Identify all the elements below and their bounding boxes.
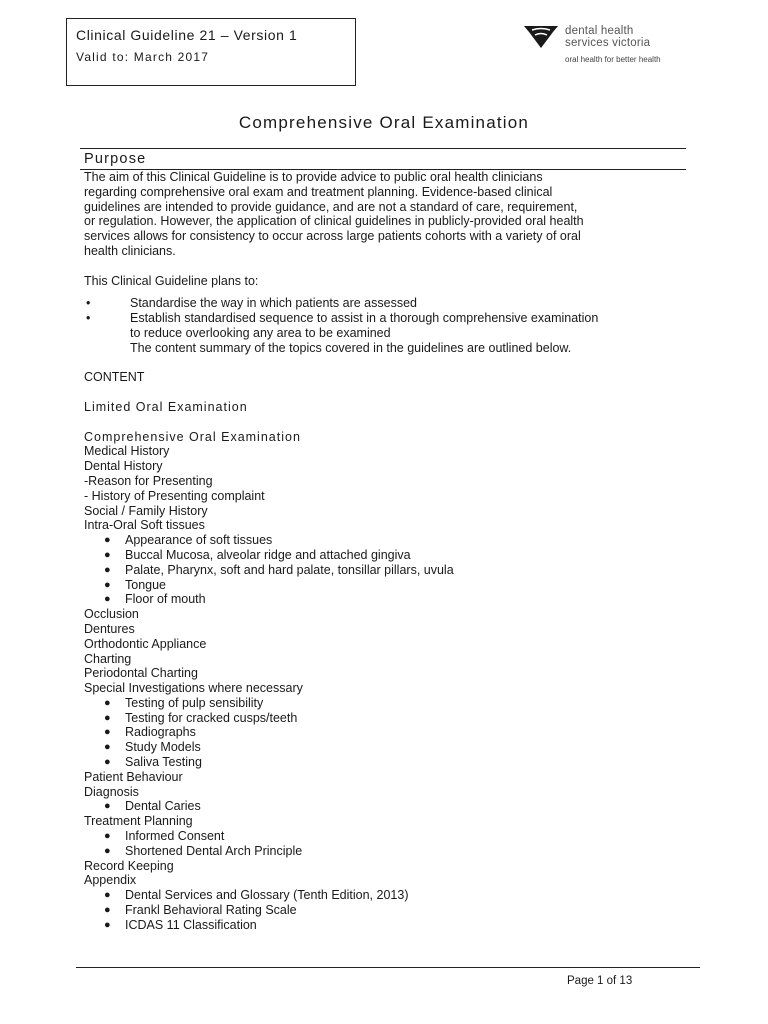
bullet-icon: ● xyxy=(104,918,111,931)
bullet-icon: ● xyxy=(104,593,111,606)
content-item: Medical History xyxy=(84,444,170,459)
logo-text-line2: services victoria xyxy=(565,37,651,49)
bullet-icon: ● xyxy=(104,904,111,917)
content-subitem xyxy=(84,844,694,859)
content-subitem xyxy=(84,740,694,755)
content-subitem xyxy=(84,578,694,593)
content-item: Special Investigations where necessary xyxy=(84,681,303,696)
content-subitem xyxy=(84,592,694,607)
bullet-icon: ● xyxy=(104,578,111,591)
content-subitem xyxy=(84,563,694,578)
content-item: - History of Presenting complaint xyxy=(84,488,265,503)
plans-intro: This Clinical Guideline plans to: xyxy=(84,273,259,288)
bullet-icon: • xyxy=(86,311,91,326)
content-subitem-text: Study Models xyxy=(125,740,201,755)
logo-emblem-icon xyxy=(523,24,559,50)
content-subitem xyxy=(84,799,694,814)
content-subitem-text: Tongue xyxy=(125,577,167,592)
bullet-icon: ● xyxy=(104,889,111,902)
content-subitem xyxy=(84,533,694,548)
purpose-paragraph xyxy=(84,170,694,259)
paragraph-line: guidelines are intended to provide guidance, and are not a standard of care, requirement, xyxy=(84,199,578,214)
guideline-version: Clinical Guideline 21 – Version 1 xyxy=(76,27,298,43)
content-item: Treatment Planning xyxy=(84,814,193,829)
content-subitem xyxy=(84,918,694,933)
guideline-header-box xyxy=(66,18,356,86)
plan-item xyxy=(84,311,694,326)
purpose-heading: Purpose xyxy=(84,151,147,167)
content-subitem xyxy=(84,725,694,740)
comprehensive-exam-heading: Comprehensive Oral Examination xyxy=(84,429,301,444)
content-subitem-text: Testing for cracked cusps/teeth xyxy=(125,710,298,725)
document-body xyxy=(84,170,694,933)
content-item: Social / Family History xyxy=(84,503,208,518)
content-subitem xyxy=(84,829,694,844)
dental-health-services-logo xyxy=(523,24,683,68)
plan-item-text: Establish standardised sequence to assist in a thorough comprehensive examination xyxy=(130,311,599,326)
paragraph-line: services allows for consistency to occur across large patients cohorts with a variety of oral xyxy=(84,229,581,244)
bullet-icon: ● xyxy=(104,548,111,561)
paragraph-line: health clinicians. xyxy=(84,243,176,258)
content-subitem-text: Radiographs xyxy=(125,725,196,740)
page-number: Page 1 of 13 xyxy=(567,975,633,987)
paragraph-line: The aim of this Clinical Guideline is to provide advice to public oral health clinicians xyxy=(84,170,543,184)
content-subitem xyxy=(84,711,694,726)
logo-text-line1: dental health xyxy=(565,25,634,37)
limited-exam-heading: Limited Oral Examination xyxy=(84,399,248,414)
logo-tagline: oral health for better health xyxy=(565,55,661,64)
bullet-icon: ● xyxy=(104,696,111,709)
paragraph-line: or regulation. However, the application of clinical guidelines in publicly-provided oral health xyxy=(84,214,584,229)
content-item: Record Keeping xyxy=(84,858,174,873)
content-subitem xyxy=(84,696,694,711)
plan-continuation: The content summary of the topics covered in the guidelines are outlined below. xyxy=(130,340,572,355)
bullet-icon: ● xyxy=(104,534,111,547)
content-item: Dental History xyxy=(84,459,163,474)
content-subitem xyxy=(84,888,694,903)
divider-footer xyxy=(76,967,700,968)
content-subitem xyxy=(84,755,694,770)
content-item: Intra-Oral Soft tissues xyxy=(84,518,205,533)
content-item: Periodontal Charting xyxy=(84,666,198,681)
content-subitem xyxy=(84,903,694,918)
divider-top xyxy=(80,148,686,149)
bullet-icon: ● xyxy=(104,741,111,754)
plan-item-text: Standardise the way in which patients are assessed xyxy=(130,296,417,311)
content-subitem-text: Saliva Testing xyxy=(125,755,202,770)
bullet-icon: ● xyxy=(104,563,111,576)
content-subitem-text: Testing of pulp sensibility xyxy=(125,695,264,710)
content-subitem-text: Buccal Mucosa, alveolar ridge and attached gingiva xyxy=(125,547,411,562)
content-list xyxy=(84,444,694,932)
content-item: -Reason for Presenting xyxy=(84,473,213,488)
content-item: Occlusion xyxy=(84,607,139,622)
content-item: Appendix xyxy=(84,873,137,888)
paragraph-line: regarding comprehensive oral exam and treatment planning. Evidence-based clinical xyxy=(84,184,553,199)
bullet-icon: ● xyxy=(104,800,111,813)
content-subitem-text: Informed Consent xyxy=(125,829,225,844)
content-subitem-text: Shortened Dental Arch Principle xyxy=(125,843,303,858)
content-item: Dentures xyxy=(84,621,135,636)
content-subitem-text: Dental Caries xyxy=(125,799,201,814)
content-item: Charting xyxy=(84,651,132,666)
content-subitem-text: Dental Services and Glossary (Tenth Edition, 2013) xyxy=(125,888,409,903)
content-item: Orthodontic Appliance xyxy=(84,636,207,651)
content-subitem-text: Palate, Pharynx, soft and hard palate, tonsillar pillars, uvula xyxy=(125,562,454,577)
bullet-icon: ● xyxy=(104,830,111,843)
content-heading: CONTENT xyxy=(84,370,145,385)
content-item: Diagnosis xyxy=(84,784,139,799)
bullet-icon: ● xyxy=(104,726,111,739)
plan-continuation: to reduce overlooking any area to be examined xyxy=(130,325,391,340)
content-subitem xyxy=(84,548,694,563)
content-subitem-text: Floor of mouth xyxy=(125,592,206,607)
bullet-icon: • xyxy=(86,296,91,311)
content-item: Patient Behaviour xyxy=(84,769,183,784)
bullet-icon: ● xyxy=(104,844,111,857)
plan-item xyxy=(84,296,694,311)
content-subitem-text: Appearance of soft tissues xyxy=(125,533,273,548)
bullet-icon: ● xyxy=(104,756,111,769)
document-title: Comprehensive Oral Examination xyxy=(238,113,530,132)
bullet-icon: ● xyxy=(104,711,111,724)
content-subitem-text: Frankl Behavioral Rating Scale xyxy=(125,903,297,918)
valid-to-date: Valid to: March 2017 xyxy=(76,50,210,64)
content-subitem-text: ICDAS 11 Classification xyxy=(125,917,257,932)
